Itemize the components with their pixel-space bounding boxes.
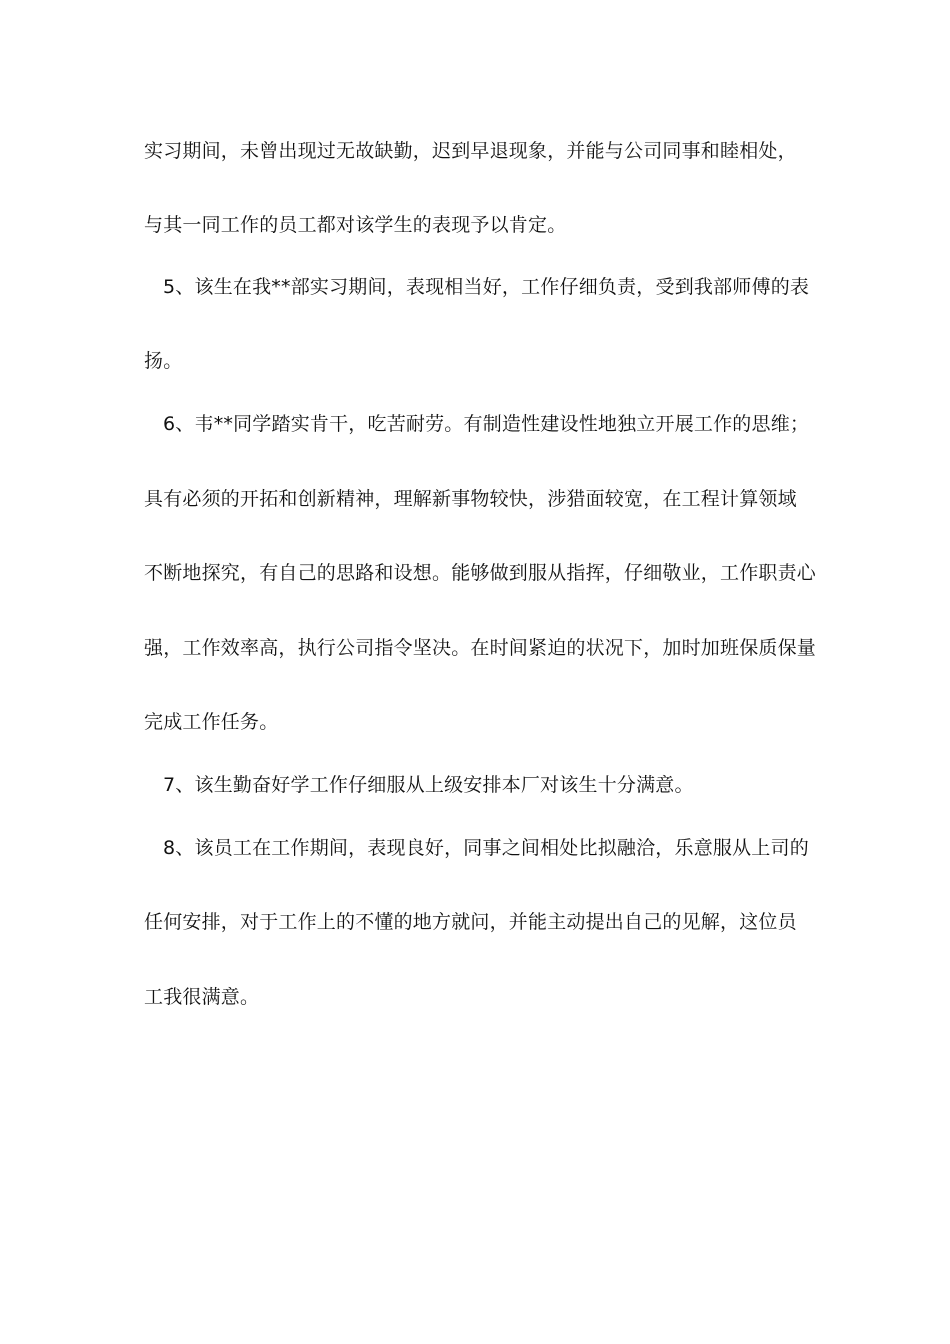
text-line: 强，工作效率高，执行公司指令坚决。在时间紧迫的状况下，加时加班保质保量 [144, 637, 817, 659]
text-line-item-5: 5、该生在我**部实习期间，表现相当好，工作仔细负责，受到我部师傅的表 [163, 276, 810, 298]
text-line: 具有必须的开拓和创新精神，理解新事物较快，涉猎面较宽，在工程计算领域 [144, 488, 797, 510]
text-line-item-6: 6、韦**同学踏实肯干，吃苦耐劳。有制造性建设性地独立开展工作的思维； [163, 413, 810, 435]
text-line: 不断地探究，有自己的思路和设想。能够做到服从指挥，仔细敬业，工作职责心 [144, 562, 817, 584]
text-line: 扬。 [144, 350, 183, 372]
text-line: 工我很满意。 [144, 986, 260, 1008]
text-line: 实习期间，未曾出现过无故缺勤，迟到早退现象，并能与公司同事和睦相处， [144, 140, 797, 162]
text-line: 完成工作任务。 [144, 711, 279, 733]
text-line-item-7: 7、该生勤奋好学工作仔细服从上级安排本厂对该生十分满意。 [163, 774, 694, 796]
text-line: 与其一同工作的员工都对该学生的表现予以肯定。 [144, 214, 567, 236]
text-line-item-8: 8、该员工在工作期间，表现良好，同事之间相处比拟融洽，乐意服从上司的 [163, 837, 809, 859]
text-line: 任何安排，对于工作上的不懂的地方就问，并能主动提出自己的见解，这位员 [144, 911, 797, 933]
